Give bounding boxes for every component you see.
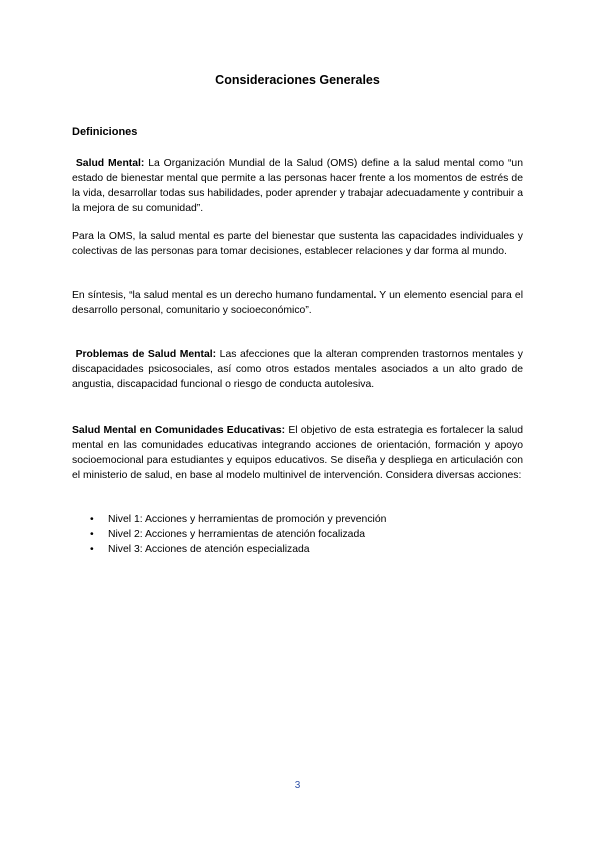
levels-list [72, 512, 386, 557]
bullet-icon: • [90, 529, 94, 540]
list-item [72, 512, 386, 527]
list-item-text: Nivel 2: Acciones y herramientas de atención focalizada [108, 529, 366, 540]
term-label: Problemas de Salud Mental: [75, 349, 217, 360]
paragraph-oms [72, 229, 523, 259]
paragraph-text: Para la OMS, la salud mental es parte del bienestar que sustenta las capacidades individuales y colectivas de las personas para tomar decisiones, establecer relaciones y dar forma al mundo. [72, 231, 523, 257]
term-label: Salud Mental: [75, 158, 145, 169]
list-item [72, 542, 386, 557]
list-item-text: Nivel 3: Acciones de atención especializada [108, 544, 310, 555]
paragraph-text: En síntesis, “la salud mental es un derecho humano fundamental [72, 290, 374, 301]
paragraph-salud-mental [72, 156, 523, 216]
bullet-icon: • [90, 544, 94, 555]
paragraph-problemas-salud-mental [72, 347, 523, 392]
paragraph-text: El objetivo de esta estrategia es fortalecer la salud mental en las comunidades educativas integrando acciones de orientación, formación y apoyo socioemocional para estudiantes y equipos educativos. Se diseña y despliega en articulación con el ministerio de salud, en base al modelo multinivel de intervención. Considera diversas acciones: [72, 425, 523, 481]
list-item-text: Nivel 1: Acciones y herramientas de promoción y prevención [108, 514, 387, 525]
term-label: Salud Mental en Comunidades Educativas: [72, 425, 286, 436]
paragraph-text-end: Y un elemento esencial para el desarrollo personal, comunitario y socioeconómico”. [72, 290, 524, 316]
paragraph-text: Las afecciones que la alteran comprenden trastornos mentales y discapacidades psicosociales, así como otros estados mentales asociados a un alto grado de angustia, discapacidad funcional o riesgo de conducta autolesiva. [72, 349, 523, 390]
bullet-icon: • [90, 514, 94, 525]
bold-period: . [373, 290, 377, 301]
page-title: Consideraciones Generales [215, 73, 380, 87]
section-heading: Definiciones [72, 126, 138, 138]
paragraph-sintesis [72, 288, 523, 318]
paragraph-text: La Organización Mundial de la Salud (OMS) define a la salud mental como “un estado de bienestar mental que permite a las personas hacer frente a los momentos de estrés de la vida, desarrollar todas sus habilidades, poder aprender y trabajar adecuadamente y contribuir a la mejora de su comunidad”. [72, 158, 523, 214]
list-item [72, 527, 386, 542]
paragraph-comunidades-educativas [72, 423, 523, 483]
page-number: 3 [294, 780, 301, 791]
